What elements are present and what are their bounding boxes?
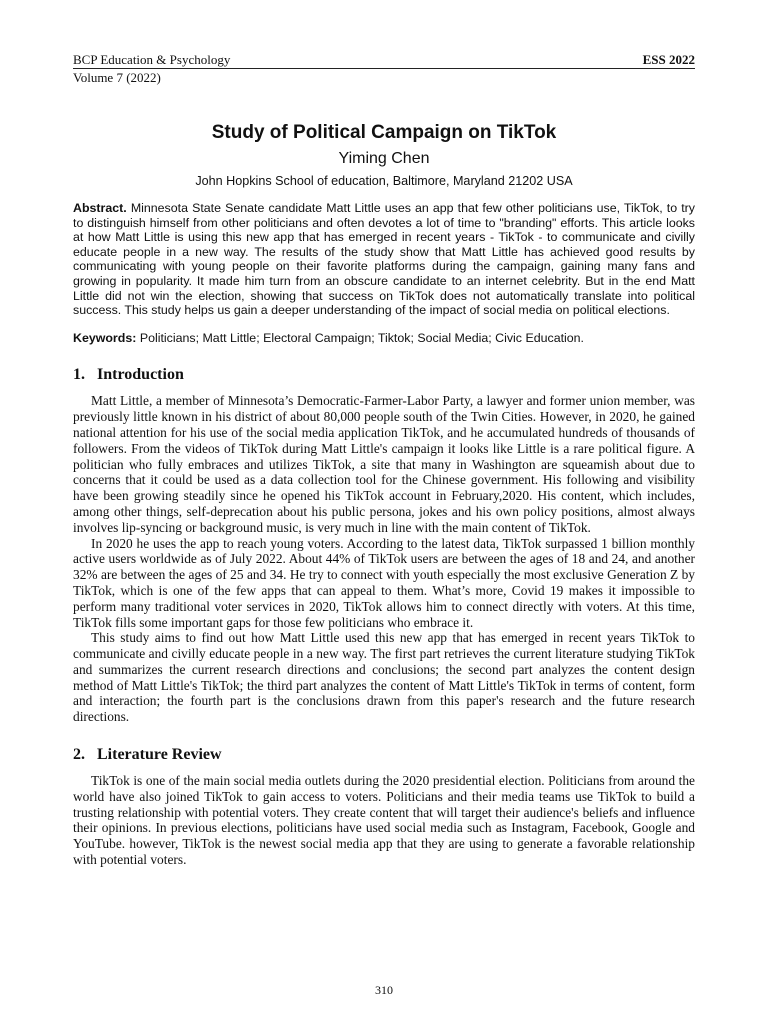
- section-heading-literature-review: [73, 746, 695, 764]
- running-header: [73, 52, 695, 69]
- abstract: [73, 201, 695, 318]
- keywords-label: Keywords:: [73, 330, 137, 345]
- paper-page: [73, 52, 695, 868]
- keywords-text: Politicians; Matt Little; Electoral Campaign; Tiktok; Social Media; Civic Education.: [139, 330, 584, 345]
- volume-info: Volume 7 (2022): [73, 70, 161, 85]
- conference-name: ESS 2022: [642, 52, 695, 67]
- section-title: Introduction: [97, 366, 184, 384]
- author-affiliation: John Hopkins School of education, Baltimore, Maryland 21202 USA: [195, 174, 573, 188]
- keywords: [73, 331, 695, 346]
- abstract-label: Abstract.: [73, 201, 127, 215]
- section-heading-introduction: [73, 366, 695, 384]
- section-number: 2.: [73, 746, 85, 764]
- page-number: 310: [375, 983, 393, 997]
- paper-title: Study of Political Campaign on TikTok: [211, 122, 557, 143]
- body-paragraph: In 2020 he uses the app to reach young voters. According to the latest data, TikTok surpassed 1 billion monthly active users worldwide as of July 2022. About 44% of TikTok users are between the ages of 18 and 24, and another 32% are between the ages of 25 and 34. He try to connect with youth especially the most exclusive Generation Z by TikTok, which is one of the few apps that can appeal to them. What’s more, Covid 19 makes it impossible to perform many traditional voter services in 2020, TikTok allows him to connect directly with voters. At this time, TikTok fills some important gaps for those few politicians who embrace it.: [73, 535, 695, 630]
- body-paragraph: TikTok is one of the main social media outlets during the 2020 presidential election. Politicians from around the world have also joined TikTok to gain access to voters. Politicians and their media teams use TikTok to build a trusting relationship with potential voters. They create content that will target their audience's beliefs and influence their opinions. In previous elections, politicians have used social media such as Instagram, Facebook, Google and YouTube. however, TikTok is the newest social media app that they are using to generate a favorable relationship with potential voters.: [73, 773, 695, 868]
- body-paragraph: This study aims to find out how Matt Little used this new app that has emerged in recent years TikTok to communicate and civilly educate people in a new way. The first part retrieves the current literature studying TikTok and summarizes the current research directions and conclusions; the second part analyzes the content design method of Matt Little's TikTok; the third part analyzes the content of Matt Little's TikTok in terms of content, form and interaction; the fourth part is the conclusions drawn from this paper's research and the future research directions.: [73, 630, 695, 725]
- body-paragraph: Matt Little, a member of Minnesota’s Democratic-Farmer-Labor Party, a lawyer and former union member, was previously little known in his district of about 80,000 people south of the Twin Cities. However, in 2020, he gained national attention for his use of the social media application TikTok, and he accumulated hundreds of thousands of followers. From the videos of TikTok during Matt Little's campaign it looks like Little is a rare political figure. A politician who fully embraces and utilizes TikTok, a site that many in Washington are squeamish about due to concerns that it could be used as a data collection tool for the Chinese government. His following and visibility have been growing steadily since he opened his TikTok account in February,2020. His content, which includes, among other things, self-deprecation about his public persona, jokes and his own policy positions, almost always involves lip-syncing or background music, is very much in line with the main content of TikTok.: [73, 393, 695, 535]
- journal-name: BCP Education & Psychology: [73, 52, 231, 67]
- author-name: Yiming Chen: [338, 150, 430, 167]
- section-number: 1.: [73, 366, 85, 384]
- section-title: Literature Review: [97, 746, 222, 764]
- abstract-text: Minnesota State Senate candidate Matt Little uses an app that few other politicians use, TikTok, to try to distinguish himself from other politicians and often devotes a lot of time to "branding" efforts. This article looks at how Matt Little is using this new app that has emerged in recent years - TikTok - to communicate and civilly educate people in a new way. The results of the study show that Matt Little has achieved good results by communicating with young people on their favorite platforms during the campaign, gaining many fans and growing in popularity. It made him turn from an obscure candidate to an internet celebrity. But in the end Matt Little did not win the election, showing that success on TikTok does not automatically translate into political success. This study helps us gain a deeper understanding of the impact of social media on political elections.: [73, 201, 695, 318]
